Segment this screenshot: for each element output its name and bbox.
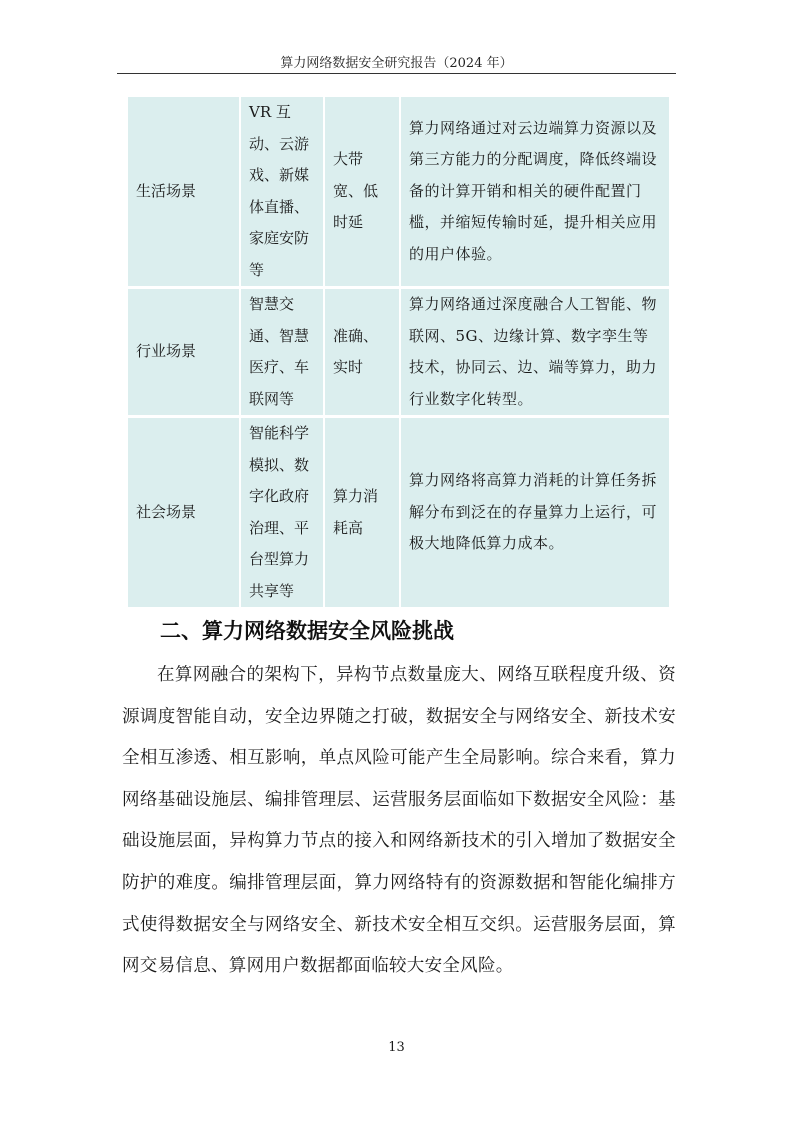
requirement-cell: 大带宽、低时延 [325,97,399,286]
requirement-cell: 算力消耗高 [325,415,399,607]
running-header-title: 算力网络数据安全研究报告（2024 年） [280,56,513,71]
apps-cell: VR 互动、云游戏、新媒体直播、家庭安防等 [241,97,323,286]
table-row [128,97,669,286]
description-cell: 算力网络将高算力消耗的计算任务拆解分布到泛在的存量算力上运行，可极大地降低算力成本。 [401,415,669,607]
scene-cell: 生活场景 [128,97,239,286]
apps-cell: 智慧交通、智慧医疗、车联网等 [241,286,323,415]
page-number: 13 [388,1040,405,1055]
table-row [128,286,669,415]
scene-cell: 行业场景 [128,286,239,415]
scene-cell: 社会场景 [128,415,239,607]
section-heading: 二、算力网络数据安全风险挑战 [160,619,454,643]
application-scenario-table [126,97,671,607]
requirement-cell: 准确、实时 [325,286,399,415]
body-paragraph: 在算网融合的架构下，异构节点数量庞大、网络互联程度升级、资源调度智能自动，安全边界随之打破，数据安全与网络安全、新技术安全相互渗透、相互影响，单点风险可能产生全局影响。综合来看，算力网络基础设施层、编排管理层、运营服务层面临如下数据安全风险：基础设施层面，异构算力节点的接入和网络新技术的引入增加了数据安全防护的难度。编排管理层面，算力网络特有的资源数据和智能化编排方式使得数据安全与网络安全、新技术安全相互交织。运营服务层面，算网交易信息、算网用户数据都面临较大安全风险。 [122,665,676,977]
apps-cell: 智能科学模拟、数字化政府治理、平台型算力共享等 [241,415,323,607]
description-cell: 算力网络通过对云边端算力资源以及第三方能力的分配调度，降低终端设备的计算开销和相关的硬件配置门槛，并缩短传输时延，提升相关应用的用户体验。 [401,97,669,286]
header-divider [117,73,676,74]
description-cell: 算力网络通过深度融合人工智能、物联网、5G、边缘计算、数字孪生等技术，协同云、边、端等算力，助力行业数字化转型。 [401,286,669,415]
table-row [128,415,669,607]
